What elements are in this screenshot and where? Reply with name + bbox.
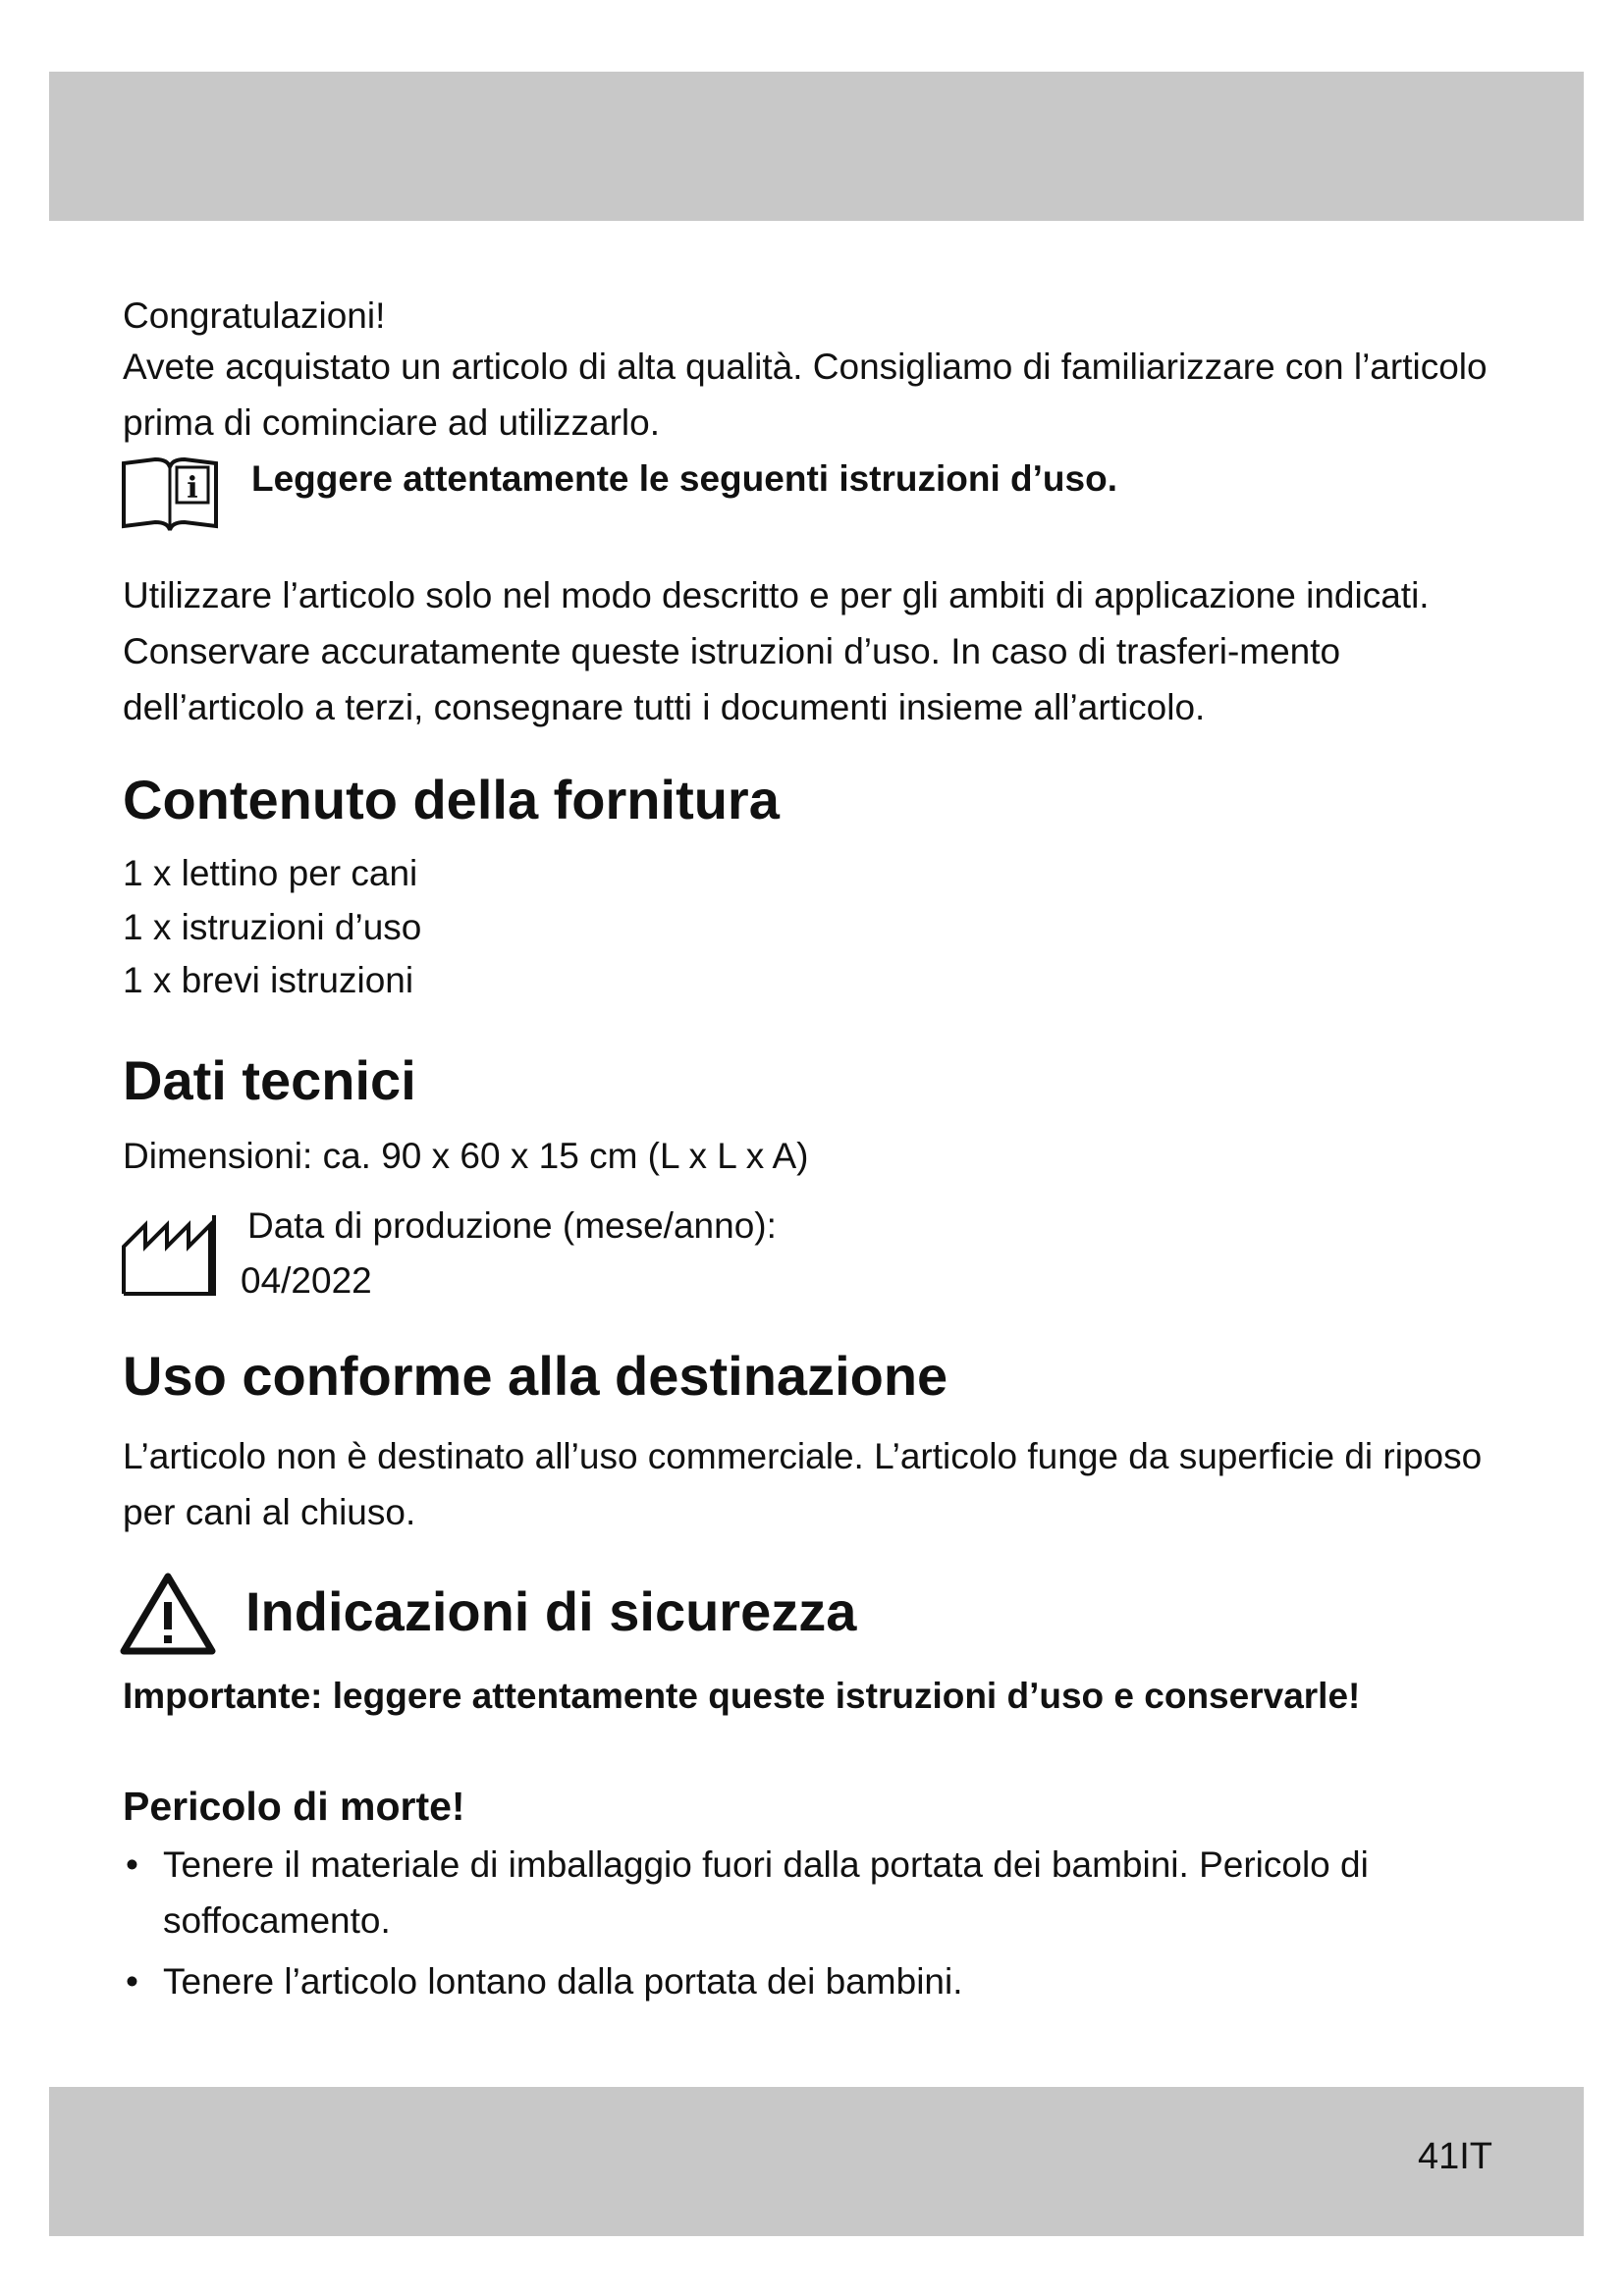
safety-bullet: Tenere l’articolo lontano dalla portata dei bambini. (163, 1961, 963, 2002)
intended-use-heading: Uso conforme alla destinazione (123, 1345, 948, 1407)
safety-bullet: Tenere il materiale di imballaggio fuori dalla portata dei bambini. Pericolo di soffocamento. (163, 1844, 1369, 1941)
content-item: 1 x lettino per cani (123, 853, 418, 893)
technical-heading: Dati tecnici (123, 1049, 416, 1111)
production-date-value: 04/2022 (241, 1260, 372, 1301)
read-instructions-note: Leggere attentamente le seguenti istruzioni d’uso. (251, 458, 1117, 499)
content-item: 1 x brevi istruzioni (123, 960, 414, 1000)
read-manual-icon (120, 454, 220, 537)
header-band (49, 72, 1584, 221)
footer-band (49, 2087, 1584, 2236)
intended-use-text: L’articolo non è destinato all’uso commerciale. L’articolo funge da superficie di riposo per cani al chiuso. (123, 1436, 1483, 1532)
usage-text: Utilizzare l’articolo solo nel modo descritto e per gli ambiti di applicazione indicati. Conservare accuratamente queste istruzioni d’uso. In caso di trasferi-mento dell’articolo a terzi, consegnare tutti i documenti insieme all’articolo. (123, 575, 1430, 727)
dimensions-text: Dimensioni: ca. 90 x 60 x 15 cm (L x L x A) (123, 1136, 809, 1176)
safety-heading: Indicazioni di sicurezza (245, 1580, 857, 1642)
page-number: 41IT (1417, 2136, 1492, 2177)
production-date-label: Data di produzione (mese/anno): (247, 1205, 777, 1246)
content-item: 1 x istruzioni d’uso (123, 907, 422, 947)
congrats-text: Congratulazioni! (123, 295, 386, 336)
bullet-dot: • (126, 1844, 138, 1885)
svg-text:i: i (187, 471, 198, 506)
intro-text: Avete acquistato un articolo di alta qualità. Consigliamo di familiarizzare con l’articolo prima di cominciare ad utilizzarlo. (123, 347, 1488, 443)
manufacture-date-icon (120, 1211, 218, 1303)
contents-heading: Contenuto della fornitura (123, 769, 780, 830)
warning-icon (120, 1571, 216, 1660)
danger-heading: Pericolo di morte! (123, 1784, 465, 1829)
bullet-dot: • (126, 1961, 138, 2002)
safety-important: Importante: leggere attentamente queste istruzioni d’uso e conservarle! (123, 1676, 1361, 1716)
